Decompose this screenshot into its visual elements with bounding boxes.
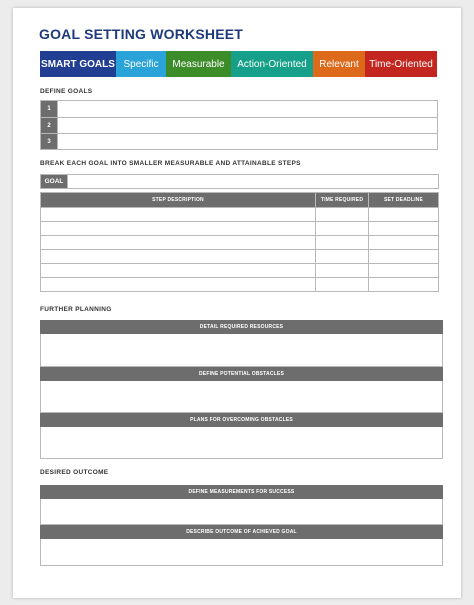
achieved-outcome-header: DESCRIBE OUTCOME OF ACHIEVED GOAL [40, 525, 443, 539]
table-row [41, 278, 439, 292]
smart-relevant: Relevant [313, 51, 365, 77]
set-deadline-cell[interactable] [369, 278, 439, 292]
measurements-box [40, 485, 443, 525]
table-row [41, 222, 439, 236]
table-row [41, 250, 439, 264]
time-required-cell[interactable] [316, 264, 369, 278]
measurements-header: DEFINE MEASUREMENTS FOR SUCCESS [40, 485, 443, 499]
time-required-cell[interactable] [316, 278, 369, 292]
break-down-heading: BREAK EACH GOAL INTO SMALLER MEASURABLE AND ATTAINABLE STEPS [40, 160, 301, 167]
goal-name-input[interactable] [68, 175, 439, 189]
goal-row [41, 118, 438, 134]
overcoming-box [40, 413, 443, 459]
set-deadline-cell[interactable] [369, 250, 439, 264]
goal-input-2[interactable] [58, 118, 438, 134]
goal-number: 1 [41, 101, 58, 118]
time-required-cell[interactable] [316, 236, 369, 250]
smart-time-oriented: Time-Oriented [365, 51, 437, 77]
define-goals-heading: DEFINE GOALS [40, 88, 93, 95]
goal-name-table [40, 174, 439, 189]
smart-measurable: Measurable [166, 51, 231, 77]
achieved-outcome-box [40, 525, 443, 566]
step-description-cell[interactable] [41, 208, 316, 222]
page-title: GOAL SETTING WORKSHEET [39, 26, 244, 42]
overcoming-input[interactable] [40, 427, 443, 459]
time-required-cell[interactable] [316, 250, 369, 264]
obstacles-box [40, 367, 443, 413]
goal-input-3[interactable] [58, 134, 438, 150]
step-description-cell[interactable] [41, 264, 316, 278]
steps-table [40, 192, 439, 292]
step-description-cell[interactable] [41, 278, 316, 292]
smart-specific: Specific [116, 51, 166, 77]
goal-row [41, 134, 438, 150]
obstacles-input[interactable] [40, 381, 443, 413]
goal-number: 2 [41, 118, 58, 134]
further-planning-heading: FURTHER PLANNING [40, 306, 112, 313]
column-time-required: TIME REQUIRED [316, 193, 369, 208]
step-description-cell[interactable] [41, 236, 316, 250]
step-description-cell[interactable] [41, 222, 316, 236]
resources-box [40, 320, 443, 367]
time-required-cell[interactable] [316, 222, 369, 236]
measurements-input[interactable] [40, 499, 443, 525]
table-row [41, 264, 439, 278]
set-deadline-cell[interactable] [369, 264, 439, 278]
goal-row [41, 101, 438, 118]
desired-outcome-heading: DESIRED OUTCOME [40, 469, 109, 476]
resources-input[interactable] [40, 334, 443, 367]
obstacles-header: DEFINE POTENTIAL OBSTACLES [40, 367, 443, 381]
goal-input-1[interactable] [58, 101, 438, 118]
set-deadline-cell[interactable] [369, 222, 439, 236]
table-row [41, 236, 439, 250]
worksheet-page [13, 8, 461, 598]
step-description-cell[interactable] [41, 250, 316, 264]
goal-number: 3 [41, 134, 58, 150]
table-row [41, 208, 439, 222]
column-set-deadline: SET DEADLINE [369, 193, 439, 208]
resources-header: DETAIL REQUIRED RESOURCES [40, 320, 443, 334]
smart-action-oriented: Action-Oriented [231, 51, 313, 77]
smart-goals-bar [40, 51, 437, 77]
column-step-description: STEP DESCRIPTION [41, 193, 316, 208]
set-deadline-cell[interactable] [369, 236, 439, 250]
time-required-cell[interactable] [316, 208, 369, 222]
set-deadline-cell[interactable] [369, 208, 439, 222]
smart-goals-label: SMART GOALS [40, 51, 116, 77]
define-goals-table [40, 100, 438, 150]
overcoming-header: PLANS FOR OVERCOMING OBSTACLES [40, 413, 443, 427]
achieved-outcome-input[interactable] [40, 539, 443, 566]
goal-label: GOAL [41, 175, 68, 189]
